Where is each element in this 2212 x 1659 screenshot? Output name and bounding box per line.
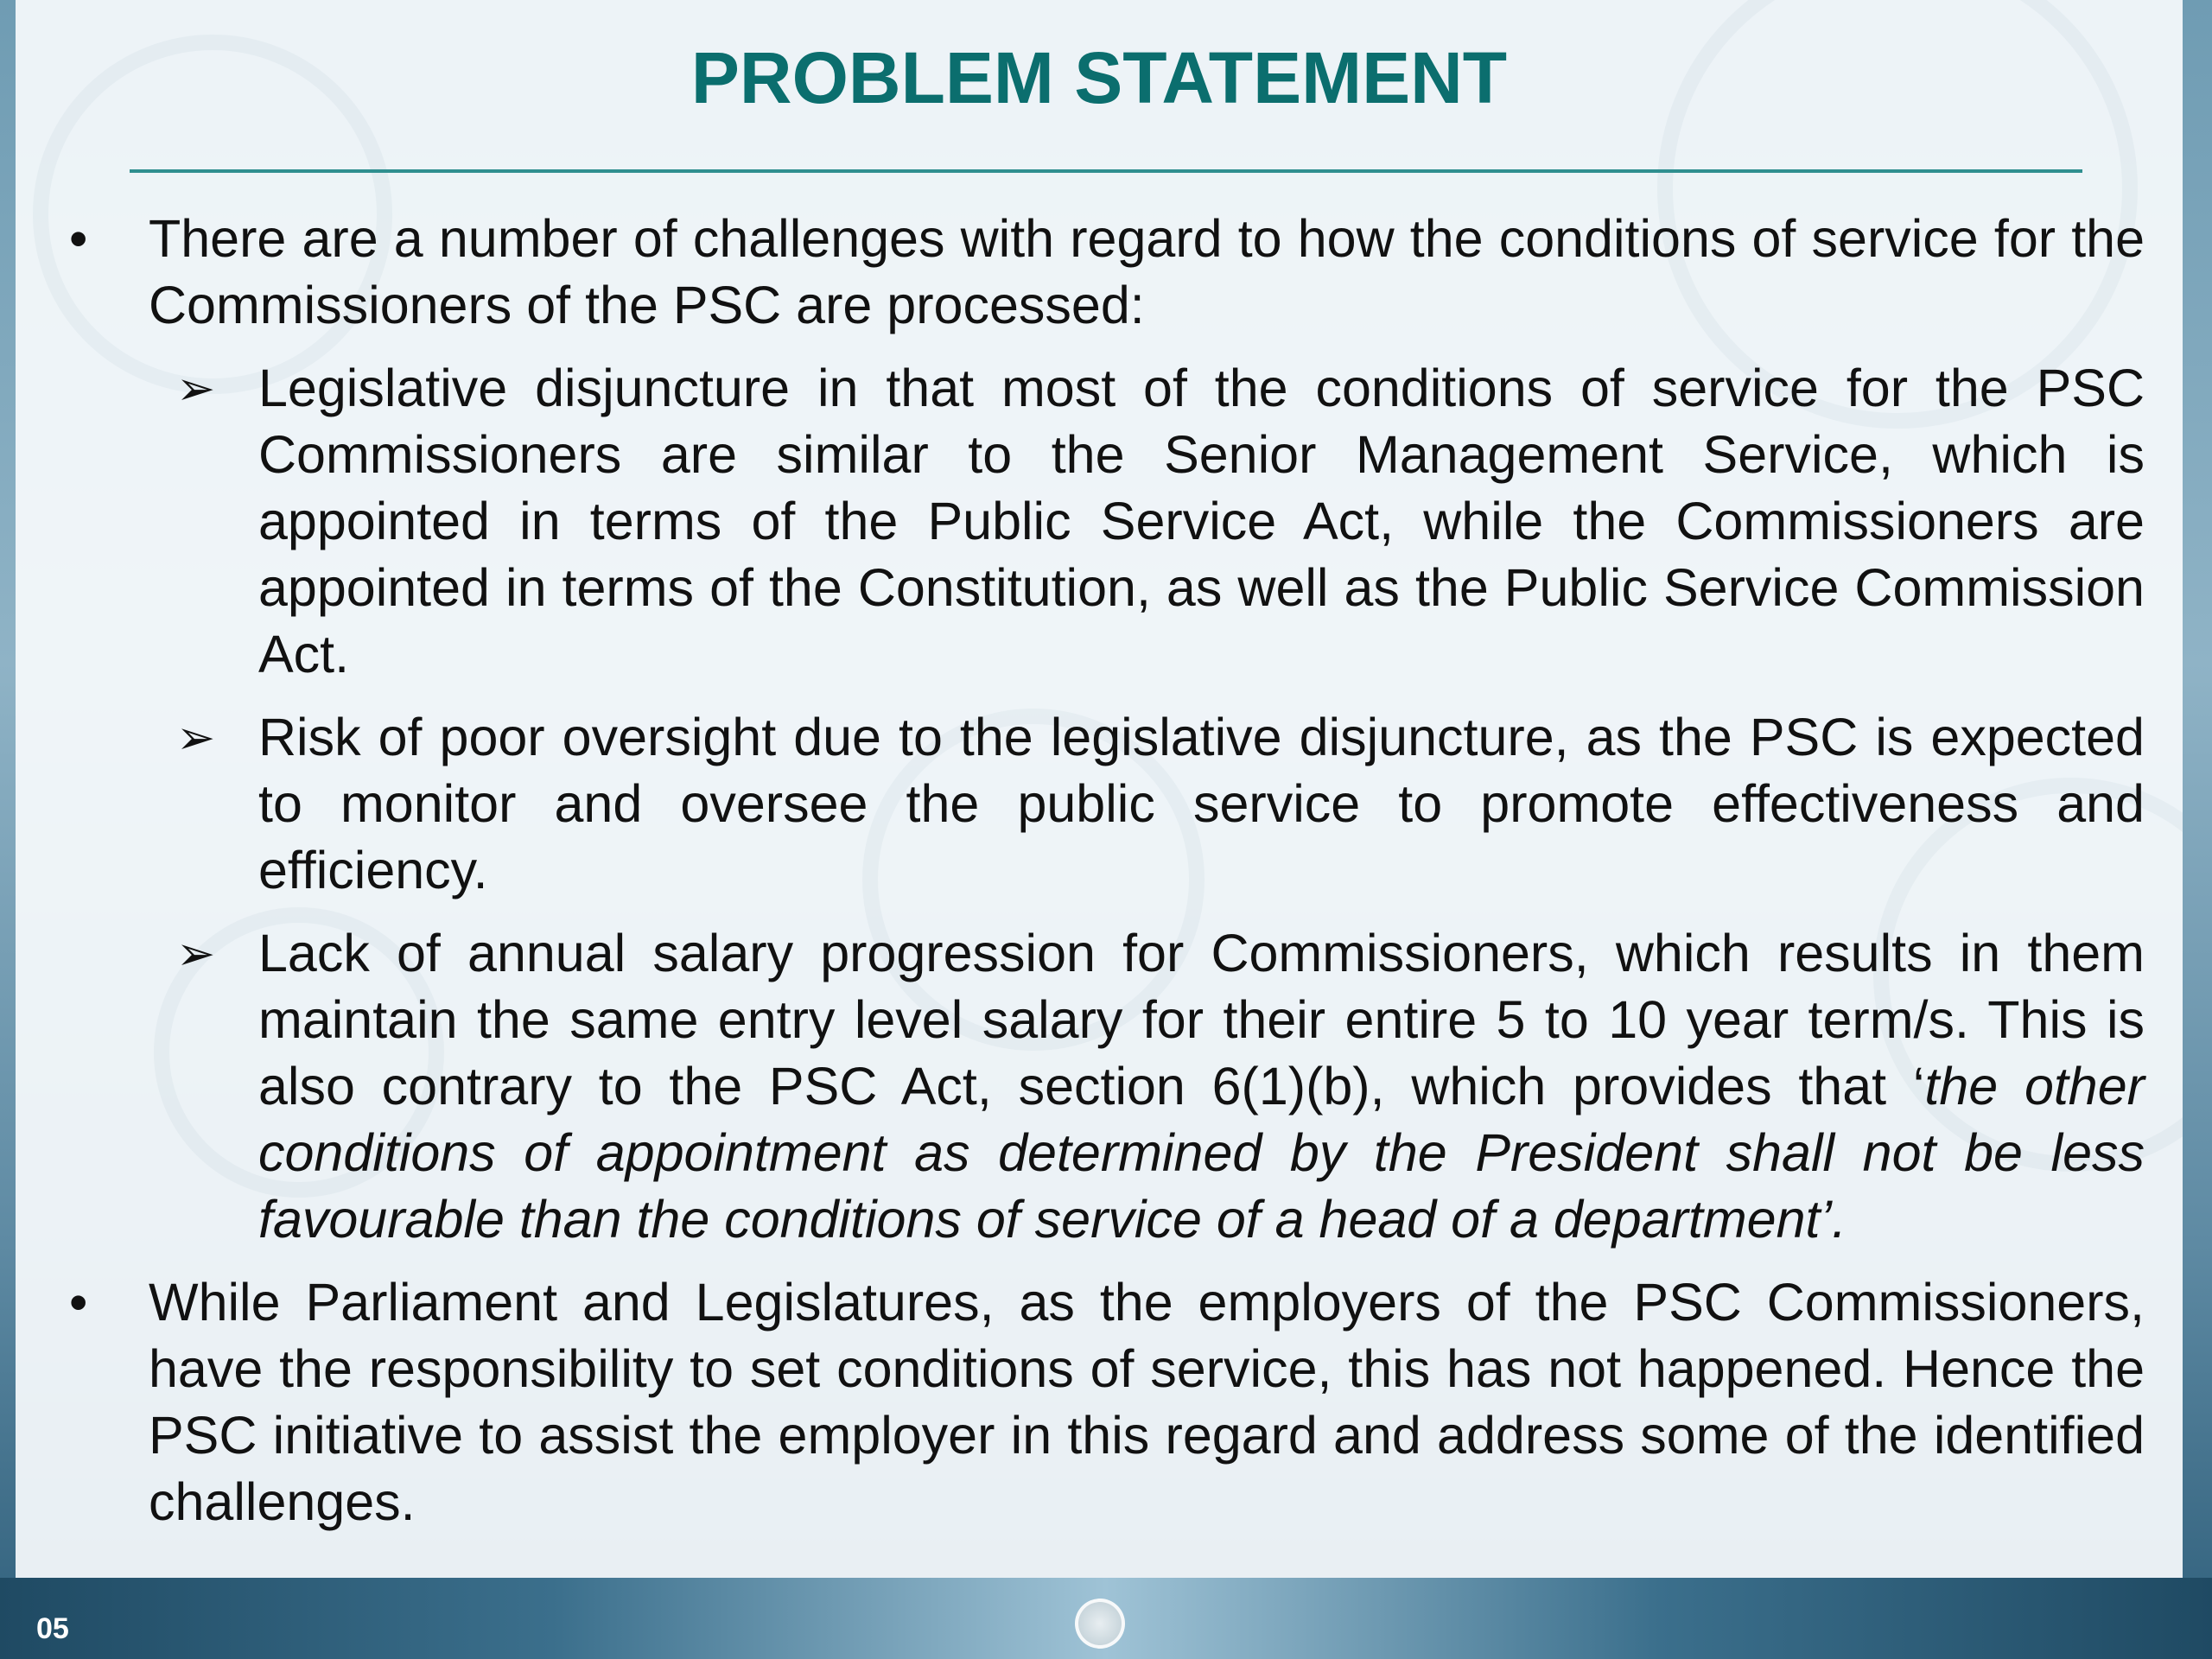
quoted-text: the other conditions of appointment as determined by the President shall not be less favourable than the conditions of service of a head of a department’. — [258, 1057, 2145, 1249]
sub-bullet-item — [176, 920, 2145, 1253]
slide-body — [16, 206, 2183, 1535]
bullet-item — [69, 1269, 2145, 1535]
bullet-item — [69, 206, 2145, 339]
arrow-bullet-icon: ➢ — [176, 710, 216, 765]
page-number: 05 — [36, 1612, 69, 1645]
sub-bullet-text: Legislative disjuncture in that most of the conditions of service for the PSC Commissioners are similar to the Senior Management Service, which is appointed in terms of the Public Service Act, while the Commissioners are appointed in terms of the Constitution, as well as the Public Service Commission Act. — [258, 359, 2145, 683]
arrow-bullet-icon: ➢ — [176, 361, 216, 416]
sub-bullet-item — [176, 355, 2145, 688]
slide-panel — [16, 0, 2183, 1578]
sub-bullet-item — [176, 704, 2145, 904]
arrow-bullet-icon: ➢ — [176, 926, 216, 981]
bullet-marker: • — [69, 1273, 88, 1332]
page-title: PROBLEM STATEMENT — [690, 37, 1508, 118]
psc-emblem-icon — [1075, 1599, 1125, 1649]
title-divider — [130, 169, 2082, 173]
bullet-text: There are a number of challenges with regard to how the conditions of service for the Commissioners of the PSC are processed: — [149, 209, 2145, 334]
bullet-text: While Parliament and Legislatures, as the employers of the PSC Commissioners, have the responsibility to set conditions of service, this has not happened. Hence the PSC initiative to assist the employer in this regard and address some of the identified challenges. — [149, 1273, 2145, 1531]
sub-bullet-text: Lack of annual salary progression for Commissioners, which results in them maintain the same entry level salary for their entire 5 to 10 year term/s. This is also contrary to the PSC Act, section 6(1)(b), which provides that ‘ — [258, 924, 2145, 1116]
sub-bullet-text: Risk of poor oversight due to the legislative disjuncture, as the PSC is expected to monitor and oversee the public service to promote effectiveness and efficiency. — [258, 708, 2145, 899]
bullet-marker: • — [69, 209, 88, 268]
